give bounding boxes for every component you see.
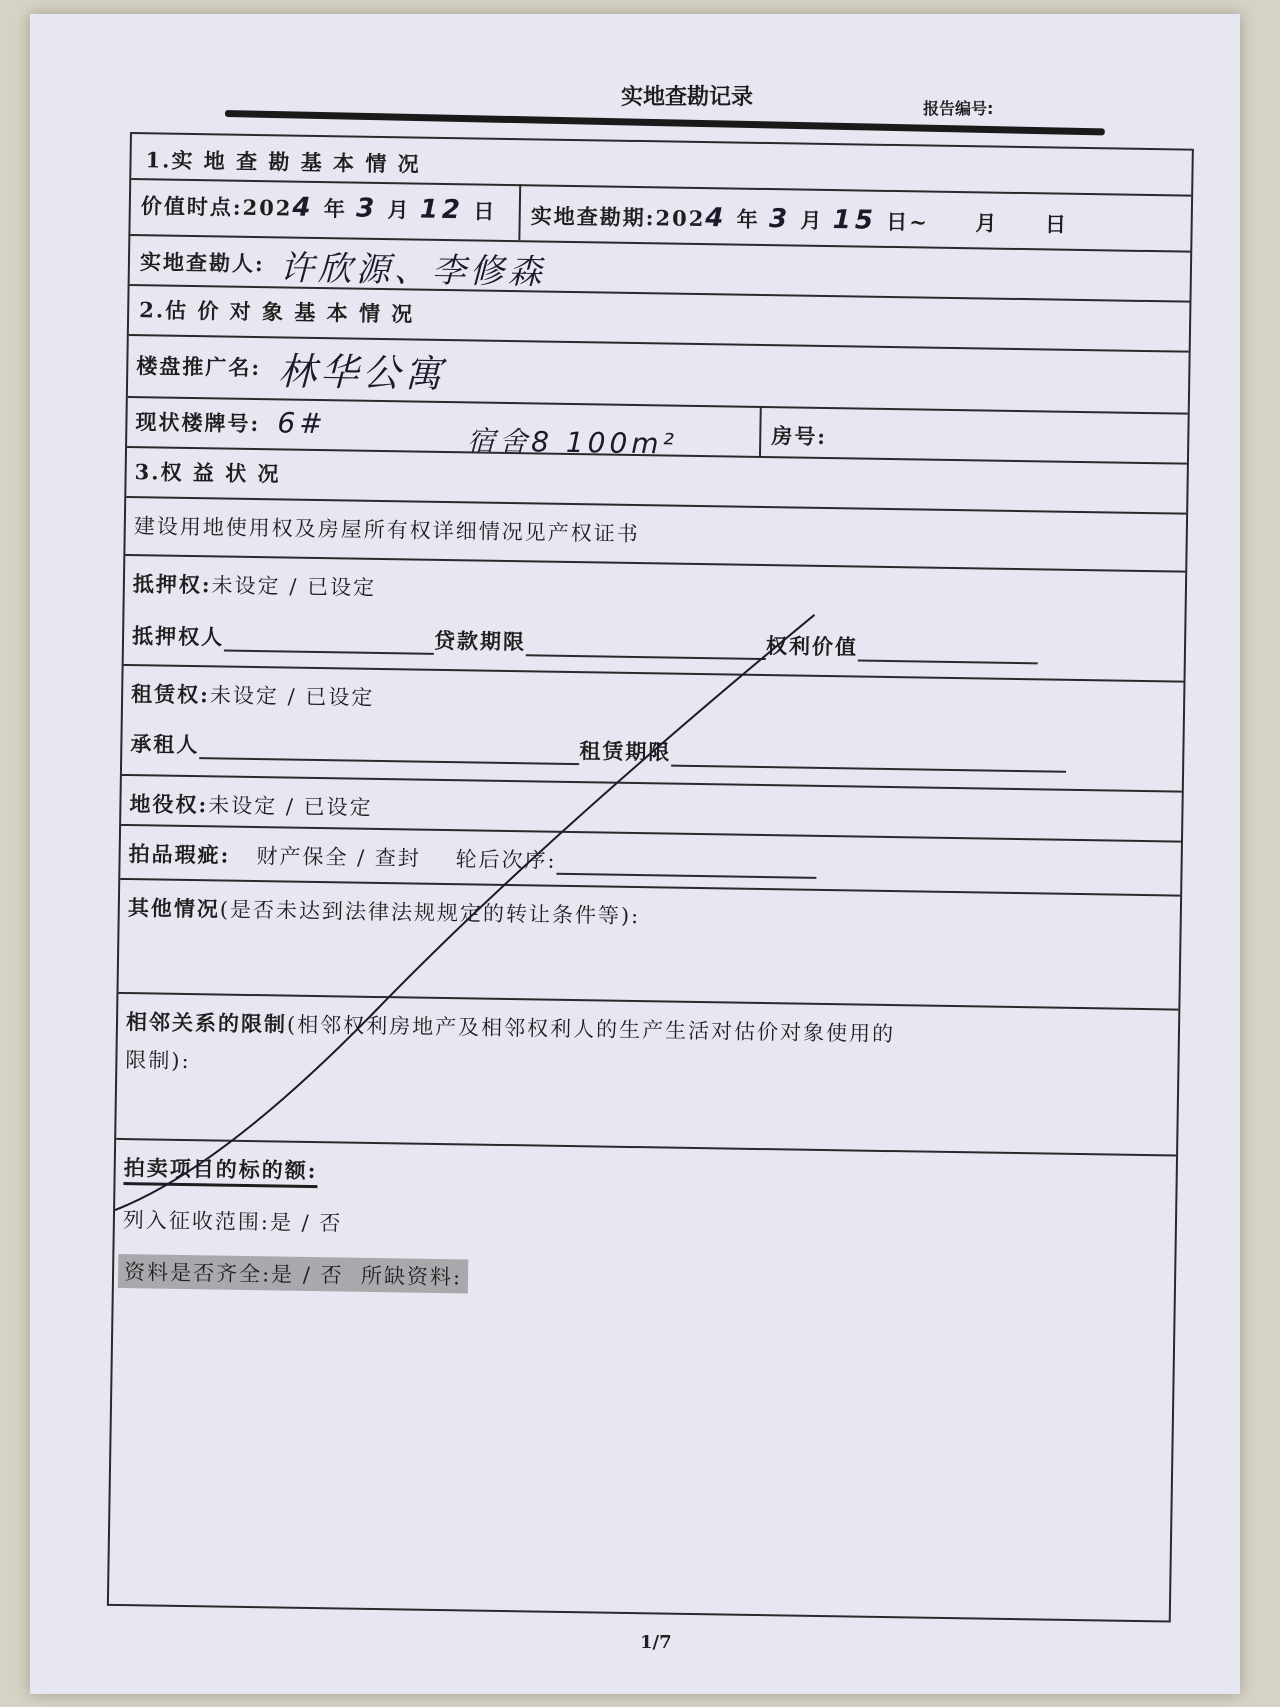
surveyor-handwriting: 许欣源、李修森 — [279, 248, 547, 293]
diagonal-strike-line — [109, 134, 1192, 1620]
survey-date-day2-unit: 日 — [1044, 211, 1069, 237]
lease-term-label: 租赁期限 — [579, 738, 672, 765]
survey-date-day: 15 — [832, 205, 878, 236]
docs-label: 资料是否齐全: — [123, 1260, 272, 1287]
loan-term-label: 贷款期限 — [433, 627, 527, 655]
lease-label: 租赁权: — [130, 681, 211, 708]
value-time-label: 价值时点:202 — [140, 193, 293, 221]
other-note: (是否未达到法律法规规定的转让条件等): — [219, 897, 641, 929]
value-time-month-unit: 月 — [387, 197, 411, 223]
survey-date-month: 3 — [768, 204, 792, 235]
value-time-year-unit: 年 — [323, 196, 348, 222]
value-time-month: 3 — [355, 193, 379, 224]
rights-note: 建设用地使用权及房屋所有权详细情况见产权证书 — [133, 514, 640, 547]
lessee-label: 承租人 — [130, 731, 200, 758]
page-title: 实地查勘记录 — [621, 84, 754, 110]
survey-date-year-unit: 年 — [736, 206, 760, 232]
defect-options: 财产保全 / 查封 — [256, 844, 422, 871]
survey-date-month2-unit: 月 — [975, 210, 999, 236]
project-label: 楼盘推广名: — [136, 353, 262, 381]
mortgagee-label: 抵押权人 — [131, 623, 225, 650]
auction-label: 拍卖项目的标的额: — [123, 1152, 317, 1188]
neighbor-note: (相邻权利房地产及相邻权利人的生产生活对估价对象使用的 — [286, 1012, 896, 1047]
extra-handwriting: 宿舍8 100m² — [466, 424, 679, 461]
missing-label: 所缺资料: — [360, 1263, 463, 1290]
docs-options: 是 / 否 — [270, 1262, 344, 1288]
building-handwriting: 6# — [277, 406, 327, 441]
mortgage-options: 未设定 / 已设定 — [211, 573, 377, 600]
value-time-year: 4 — [292, 192, 315, 223]
room-label: 房号: — [771, 423, 828, 449]
survey-form — [107, 132, 1194, 1623]
survey-date-month-unit: 月 — [800, 207, 824, 233]
building-label: 现状楼牌号: — [135, 409, 261, 437]
mortgage-label: 抵押权: — [132, 571, 212, 598]
right-value-label: 权利价值 — [765, 633, 859, 660]
defect-label: 拍品瑕疵: — [128, 841, 231, 868]
neighbor-note2: 限制): — [125, 1048, 191, 1074]
value-time-day: 12 — [419, 194, 465, 226]
survey-date-label: 实地查勘期:202 — [530, 203, 706, 232]
expropriation-options: 是 / 否 — [269, 1210, 343, 1236]
easement-label: 地役权: — [129, 791, 209, 818]
lease-options: 未设定 / 已设定 — [209, 683, 375, 710]
survey-date-day-unit: 日~ — [886, 208, 930, 235]
section3-heading: 3.权 益 状 况 — [134, 459, 281, 487]
section1-heading: 1.实 地 查 勘 基 本 情 况 — [145, 147, 421, 177]
survey-date-year: 4 — [705, 203, 728, 234]
section2-heading: 2.估 价 对 象 基 本 情 况 — [139, 297, 415, 327]
project-handwriting: 林华公寓 — [277, 349, 447, 396]
seq-label: 轮后次序: — [455, 847, 557, 873]
expropriation-label: 列入征收范围: — [122, 1208, 271, 1235]
easement-options: 未设定 / 已设定 — [208, 793, 373, 820]
surveyor-label: 实地查勘人: — [139, 249, 265, 277]
value-time-day-unit: 日 — [473, 198, 497, 224]
neighbor-label: 相邻关系的限制 — [125, 1009, 288, 1037]
title-bar — [225, 80, 1105, 132]
report-number-label: 报告编号: — [923, 99, 994, 118]
document-page — [30, 14, 1240, 1694]
page-number: 1/7 — [640, 1632, 672, 1653]
other-label: 其他情况 — [127, 895, 221, 922]
